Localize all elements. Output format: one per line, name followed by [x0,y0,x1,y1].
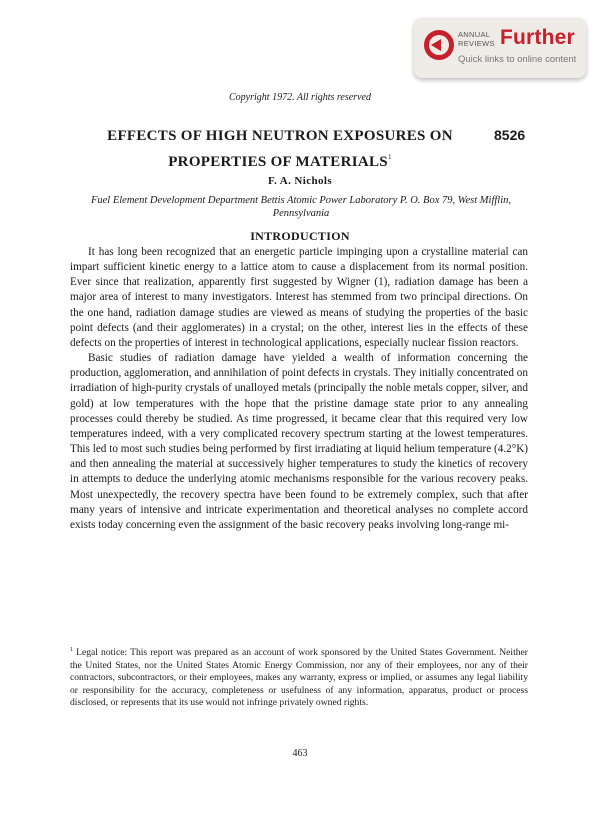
author-affiliation: Fuel Element Development Department Bettis Atomic Power Laboratory P. O. Box 79, West Mifflin, Pennsylvania [90,195,512,219]
page-number: 463 [292,748,308,759]
annual-reviews-further-badge[interactable] [414,18,586,78]
body-text [70,245,528,533]
paragraph: It has long been recognized that an energetic particle impinging upon a crystalline material can impart sufficient kinetic energy to a lattice atom to cause a displacement from its normal position. Ever since that realization, apparently first suggested by Wigner (1), radiation damage has been a major area of interest to many investigators. Interest has stemmed from two principal directions. On the one hand, radiation damage studies are viewed as means of studying the properties of the basic point defects (and their agglomerates) in a crystal; on the other, interest lies in the effects of these defects on the properties of interest in technological applications, especially nuclear fission reactors. [70,246,528,349]
footnote-marker: 1 [70,647,73,653]
section-heading: INTRODUCTION [250,229,350,243]
title-footnote-marker: 1 [387,153,392,161]
further-tagline: Quick links to online content [458,54,577,65]
publisher-name: ANNUAL REVIEWS [458,30,495,48]
footnote [70,644,528,710]
article-title [90,126,470,173]
further-brand: Further [500,26,575,49]
paragraph: Basic studies of radiation damage have yielded a wealth of information concerning the production, agglomeration, and annihilation of point defects in crystals. They initially concentrated on irradiation of high-purity crystals of unalloyed metals (principally the noble metals copper, silver, and gold) at low temperatures with the hope that the pristine damage state prior to any annealing processes could thereby be studied. As time progressed, it became clear that this required very low temperatures indeed, with a very complicated recovery spectrum starting at the lowest temperatures. This led to most such studies being performed by first irradiating at liquid helium temperature (4.2°K) and then annealing the material at successively higher temperatures to study the kinetics of recovery in attempts to deduce the underlying atomic mechanisms responsible for the various recovery peaks. Most unexpectedly, the recovery spectra have been found to be extremely complex, such that after many years of intensive and intricate experimentation and theoretical analyses no complete accord exists today concerning even the assignment of the basic recovery peaks involving long-range mi- [70,352,528,531]
article-title-text: EFFECTS OF HIGH NEUTRON EXPOSURES ON PROPERTIES OF MATERIALS [107,128,453,170]
author-name: F. A. Nichols [267,175,333,187]
footnote-text: Legal notice: This report was prepared as an account of work sponsored by the United States Government. Neither the United States, nor the United States Atomic Energy Commission, nor any of their employees, nor any of their contractors, subcontractors, or their employees, makes any warranty, express or implied, or assumes any legal liability or responsibility for the accuracy, completeness or usefulness of any information, apparatus, product or process disclosed, or represents that its use would not infringe privately owned rights. [70,647,528,709]
copyright-notice: Copyright 1972. All rights reserved [229,92,371,103]
article-id: 8526 [494,127,526,143]
annual-reviews-logo-icon [424,30,454,60]
